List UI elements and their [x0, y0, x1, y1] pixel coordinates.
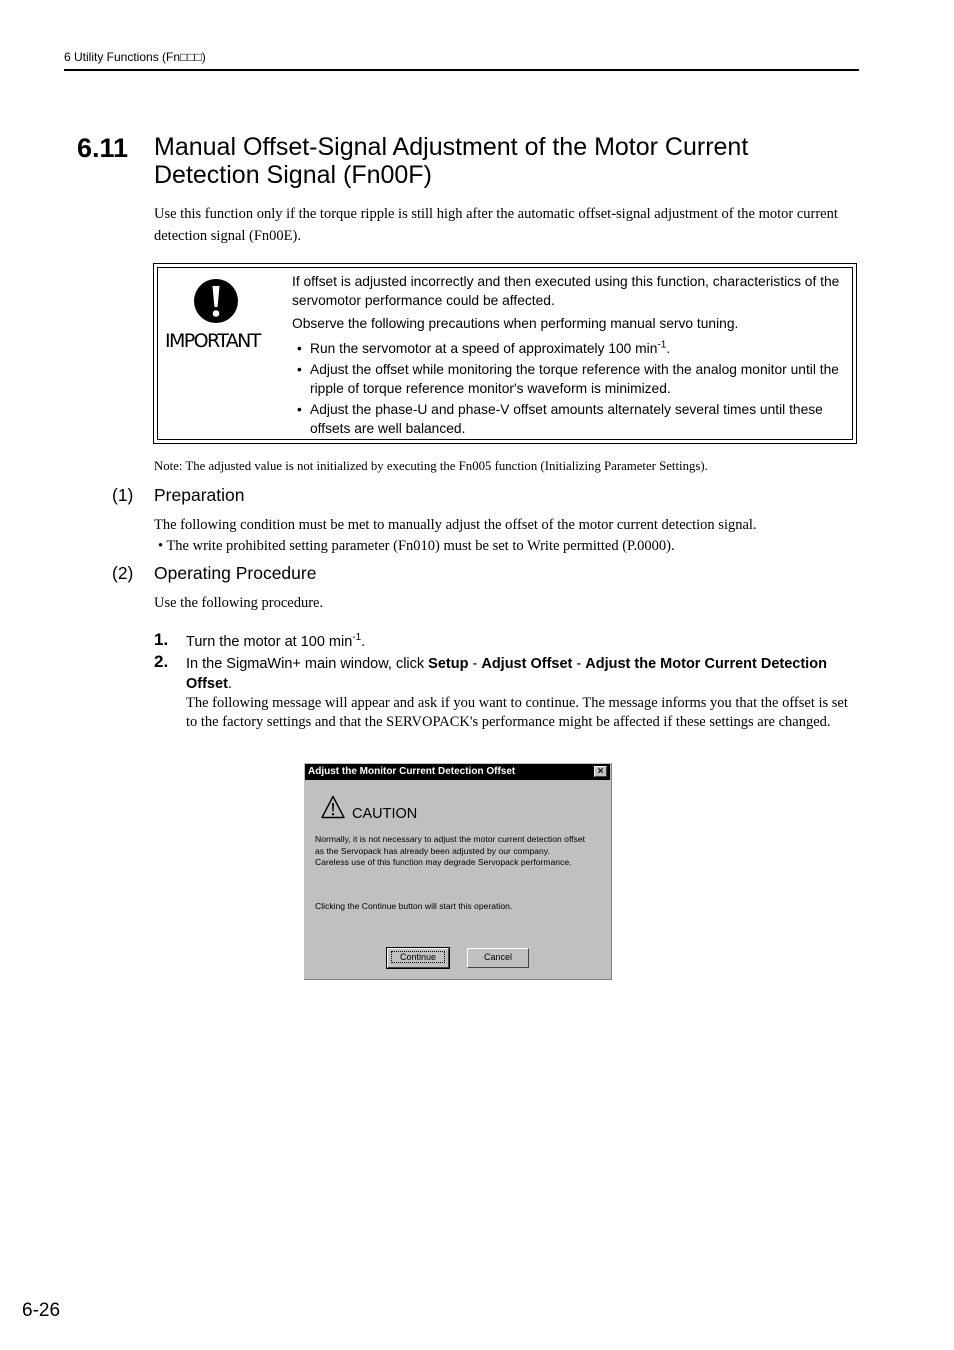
- preparation-text: The following condition must be met to manually adjust the offset of the motor current detection signal.: [154, 517, 757, 533]
- bullet-dot: •: [297, 341, 302, 356]
- step-number: 2.: [154, 652, 169, 671]
- important-paragraph-1: If offset is adjusted incorrectly and then executed using this function, characteristics of the servomotor performance could be affected.: [292, 274, 840, 308]
- important-box: [153, 263, 857, 444]
- important-bullet: • Run the servomotor at a speed of approximately 100 $\min^{-1}$.: [297, 339, 671, 356]
- procedure-intro: Use the following procedure.: [154, 595, 324, 611]
- exclamation-icon: [194, 279, 238, 323]
- close-icon[interactable]: ×: [594, 766, 607, 777]
- important-paragraph-2: Observe the following precautions when performing manual servo tuning.: [292, 316, 739, 331]
- note: Note: The adjusted value is not initialized by executing the Fn005 function (Initializing Parameter Settings).: [154, 459, 708, 473]
- offset-dialog: [304, 763, 612, 980]
- cancel-button[interactable]: Cancel: [467, 948, 529, 968]
- running-header: 6 Utility Functions (Fn□□□): [64, 50, 206, 64]
- important-bullet: • Adjust the phase-U and phase-V offset amounts alternately several times until these offsets are well balanced.: [297, 402, 823, 436]
- dialog-message: Normally, it is not necessary to adjust the motor current detection offset as the Servopack has already been adjusted by our company. Careless use of this function may degrade Servopack performance.: [315, 834, 586, 867]
- important-label: IMPORTANT: [165, 330, 260, 352]
- warning-triangle-icon: [321, 795, 345, 819]
- section-title: Manual Offset-Signal Adjustment of the Motor Current Detection Signal (Fn00F): [154, 133, 749, 189]
- step-2-followup: The following message will appear and ask if you want to continue. The message informs you that the offset is set to the factory settings and that the SERVOPACK's performance might be affected if these settings are changed.: [186, 695, 848, 730]
- section-number: 6.11: [77, 133, 129, 163]
- step-1: 1. Turn the motor at 100 $\min^{-1}$.: [154, 630, 366, 650]
- step-2: 2. In the SigmaWin+ main window, click Setup - Adjust Offset - Adjust the Motor Current Detection Offset.: [154, 652, 827, 692]
- header-rule: [64, 69, 859, 71]
- page-number: 6-26: [22, 1300, 61, 1321]
- dialog-continue-note: Clicking the Continue button will start this operation.: [315, 901, 513, 911]
- step-number: 1.: [154, 630, 169, 649]
- dialog-titlebar[interactable]: [305, 764, 610, 780]
- caution-label: CAUTION: [352, 806, 418, 822]
- bullet-dot: •: [297, 402, 302, 417]
- subheading-procedure: (2) Operating Procedure: [112, 563, 317, 583]
- important-bullet: • Adjust the offset while monitoring the torque reference with the analog monitor until the ripple of torque reference monitor's waveform is minimized.: [297, 362, 839, 396]
- preparation-bullet: • The write prohibited setting parameter (Fn010) must be set to Write permitted (P.0000).: [158, 538, 675, 554]
- important-inner-frame: [157, 267, 853, 440]
- important-content: [292, 272, 852, 440]
- subheading-preparation: (1) Preparation: [112, 485, 245, 505]
- important-bullet-list: [292, 339, 852, 438]
- section-intro: Use this function only if the torque ripple is still high after the automatic offset-signal adjustment of the motor current detection signal (Fn00E).: [154, 206, 838, 244]
- dialog-title: Adjust the Monitor Current Detection Offset: [308, 766, 516, 777]
- continue-button[interactable]: Continue: [387, 948, 449, 968]
- bullet-dot: •: [297, 362, 302, 377]
